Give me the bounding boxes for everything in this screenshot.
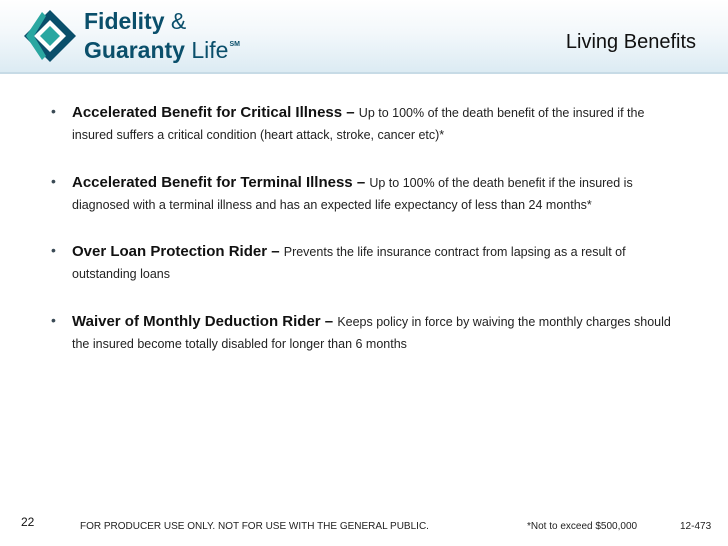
footer-disclaimer: FOR PRODUCER USE ONLY. NOT FOR USE WITH THE GENERAL PUBLIC. (80, 521, 429, 532)
benefit-heading: Accelerated Benefit for Terminal Illness (72, 174, 353, 191)
bullet-icon: • (51, 103, 56, 119)
bullet-icon: • (51, 242, 56, 258)
logo-mark-icon (22, 8, 78, 64)
list-item (48, 241, 680, 285)
page-number: 22 (21, 515, 35, 529)
logo-word-guaranty: Guaranty (84, 37, 185, 63)
list-item (48, 311, 680, 355)
benefit-heading: Waiver of Monthly Deduction Rider – (72, 313, 334, 330)
footer-footnote: *Not to exceed $500,000 (527, 521, 638, 532)
benefit-description: Up to 100% of the death benefit of the insured if the insured suffers a critical condition (heart attack, stroke, cancer etc)* (72, 106, 645, 142)
benefit-description: Up to 100% of the death benefit if the insured is diagnosed with a terminal illness and has an expected life expectancy of less than 24 months* (72, 176, 633, 212)
logo-word-life: Life (191, 37, 229, 63)
company-logo (22, 6, 262, 66)
logo-word-fidelity: Fidelity (84, 8, 165, 34)
slide-title: Living Benefits (565, 31, 696, 53)
benefit-description: Keeps policy in force by waiving the monthly charges should the insured become totally disabled for longer than 6 months (72, 315, 671, 351)
benefit-heading: Over Loan Protection Rider (72, 243, 268, 260)
benefit-separator: – (352, 174, 370, 191)
list-item (48, 172, 680, 216)
footer-document-code: 12-473 (680, 521, 712, 532)
logo-wordmark (84, 10, 240, 62)
service-mark: SM (229, 41, 240, 48)
benefit-list (48, 102, 680, 381)
list-item (48, 102, 680, 146)
benefit-separator: – (342, 104, 359, 121)
benefit-description: Prevents the life insurance contract from lapsing as a result of outstanding loans (72, 245, 626, 281)
logo-ampersand: & (170, 8, 187, 34)
bullet-icon: • (51, 312, 56, 328)
bullet-icon: • (51, 173, 56, 189)
benefit-heading: Accelerated Benefit for Critical Illness (72, 104, 343, 121)
benefit-separator: – (267, 243, 284, 260)
header-divider (0, 72, 728, 74)
